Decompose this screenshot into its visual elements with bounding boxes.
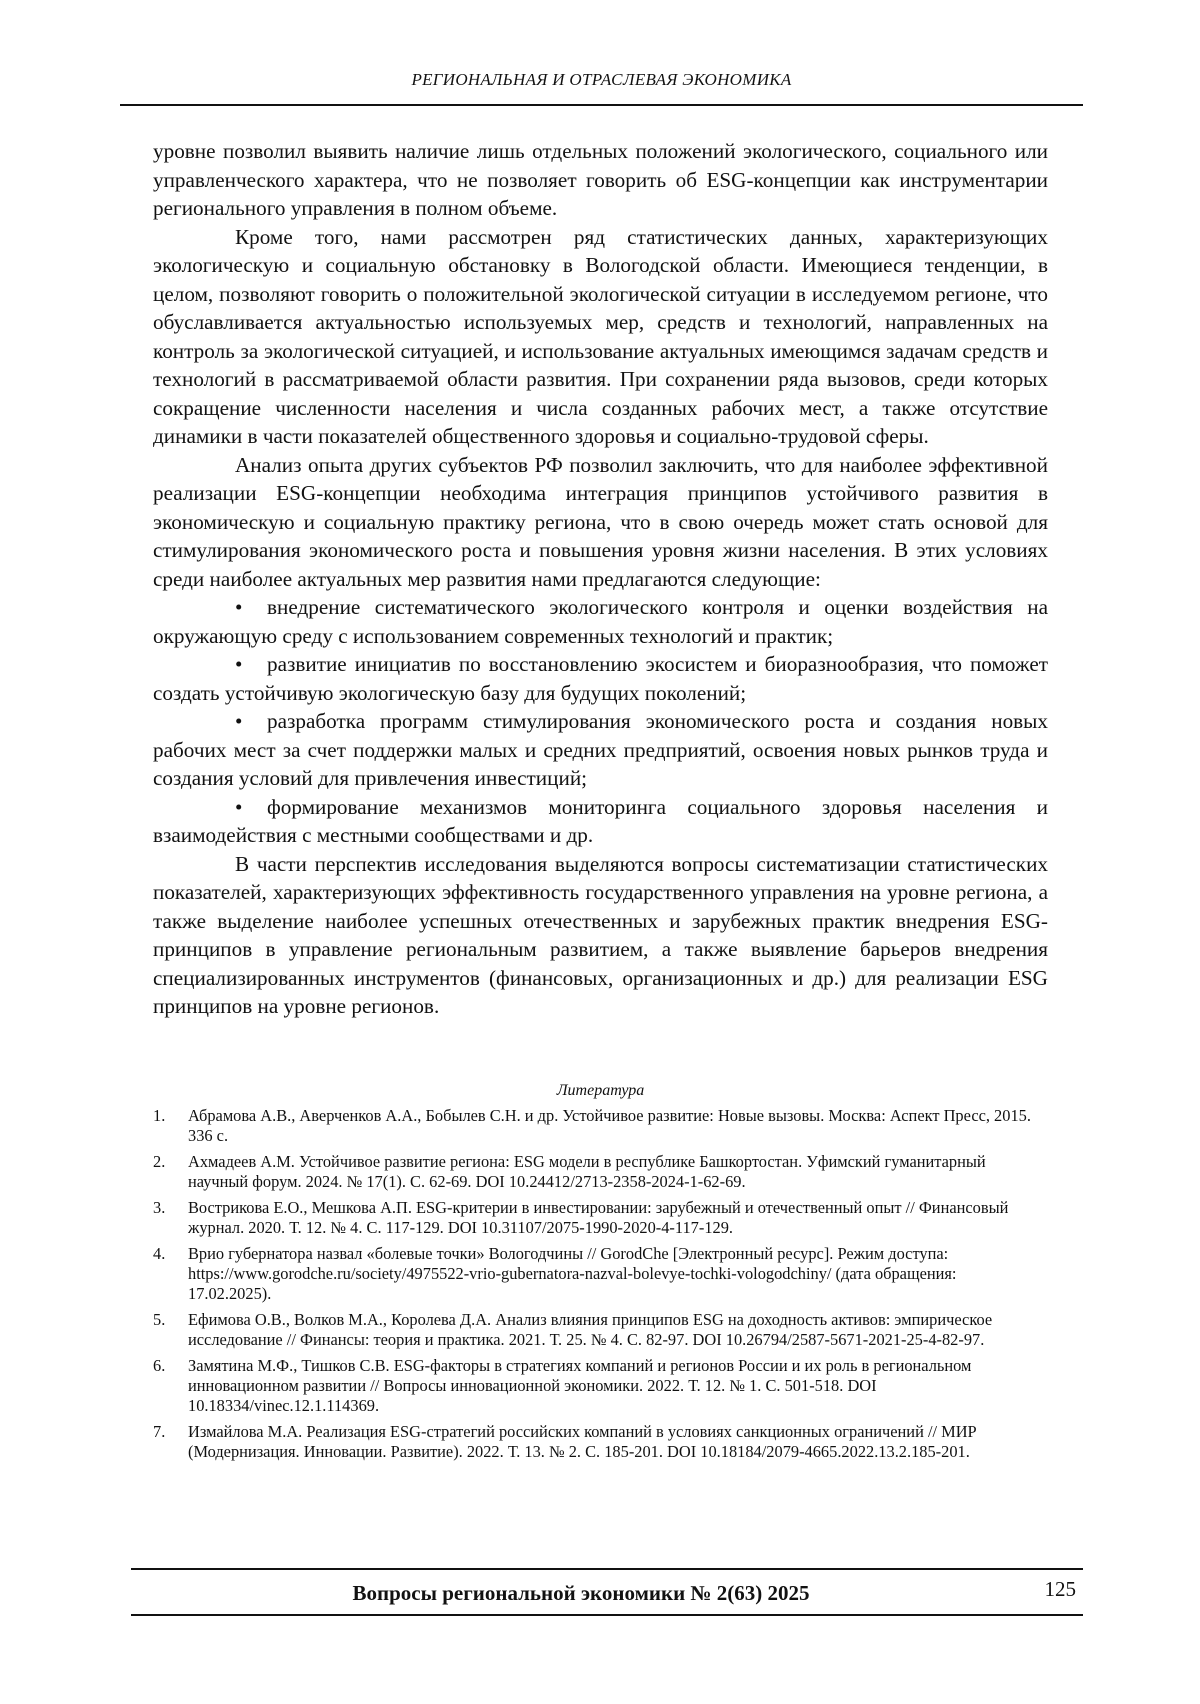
reference-item xyxy=(153,1198,1038,1238)
reference-text: Вострикова Е.О., Мешкова А.П. ESG-критерии в инвестировании: зарубежный и отечественный опыт // Финансовый журнал. 2020. Т. 12. № 4. С. 117-129. DOI 10.31107/2075-1990-2020-4-117-129. xyxy=(188,1198,1009,1237)
reference-item xyxy=(153,1422,1038,1462)
reference-text: Ефимова О.В., Волков М.А., Королева Д.А. Анализ влияния принципов ESG на доходность активов: эмпирическое исследование // Финансы: теория и практика. 2021. Т. 25. № 4. С. 82-97. DOI 10.26794/2587-5671-2021-25-4-82-97. xyxy=(188,1310,993,1349)
bullet-item xyxy=(153,650,1048,707)
reference-number: 5. xyxy=(153,1310,166,1329)
paragraph: Кроме того, нами рассмотрен ряд статистических данных, характеризующих экологическую и социальную обстановку в Вологодской области. Имеющиеся тенденции, в целом, позволяют говорить о положительной экологической ситуации в исследуемом регионе, что обуславливается актуальностью используемых мер, средств и технологий, направленных на контроль за экологической ситуацией, и использование актуальных имеющимся задачам средств и технологий в рассматриваемой области развития. При сохранении ряда вызовов, среди которых сокращение численности населения и числа созданных рабочих мест, а также отсутствие динамики в части показателей общественного здоровья и социально-трудовой сферы. xyxy=(153,224,1048,448)
reference-number: 7. xyxy=(153,1422,166,1441)
reference-text: Замятина М.Ф., Тишков С.В. ESG-факторы в стратегиях компаний и регионов России и их роль в региональном инновационном развитии // Вопросы инновационной экономики. 2022. Т. 12. № 1. С. 501-518. DOI 10.18334/vinec.12.1.114369. xyxy=(188,1356,972,1415)
reference-item xyxy=(153,1244,1038,1304)
reference-number: 3. xyxy=(153,1198,166,1217)
reference-item xyxy=(153,1356,1038,1416)
references-title: Литература xyxy=(556,1082,645,1099)
reference-item xyxy=(153,1152,1038,1192)
bullet-item xyxy=(153,707,1048,793)
footer-rule-top xyxy=(131,1568,1083,1570)
article-body xyxy=(153,137,1048,1021)
bullet-text: разработка программ стимулирования экономического роста и создания новых рабочих мест за счет поддержки малых и средних предприятий, освоения новых рынков труда и создания условий для привлечения инвестиций; xyxy=(153,709,1048,790)
bullet-text: внедрение систематического экологического контроля и оценки воздействия на окружающую среду с использованием современных технологий и практик; xyxy=(153,595,1048,648)
reference-number: 4. xyxy=(153,1244,166,1263)
reference-text: Врио губернатора назвал «болевые точки» Вологодчины // GorodChe [Электронный ресурс]. Режим доступа: https://www.gorodche.ru/society/4975522-vrio-gubernatora-nazval-bolevye-tochki-vologodchiny/ (дата обращения: 17.02.2025). xyxy=(188,1244,957,1303)
bullet-icon: • xyxy=(235,595,243,619)
reference-text: Измайлова М.А. Реализация ESG-стратегий российских компаний в условиях санкционных ограничений // МИР (Модернизация. Инновации. Развитие). 2022. Т. 13. № 2. С. 185-201. DOI 10.18184/2079-4665.2022.13.2.185-201. xyxy=(188,1422,977,1461)
references-list xyxy=(153,1106,1038,1468)
bullet-icon: • xyxy=(235,794,243,819)
reference-item xyxy=(153,1106,1038,1146)
reference-text: Абрамова А.В., Аверченков А.А., Бобылев С.Н. и др. Устойчивое развитие: Новые вызовы. Москва: Аспект Пресс, 2015. 336 с. xyxy=(188,1106,1031,1145)
header-rule xyxy=(120,104,1083,106)
paragraph: В части перспектив исследования выделяются вопросы систематизации статистических показателей, характеризующих эффективность государственного управления на уровне региона, а также выделение наиболее успешных отечественных и зарубежных практик внедрения ESG-принципов в управление региональным развитием, а также выявление барьеров внедрения специализированных инструментов (финансовых, организационных и др.) для реализации ESG принципов на уровне регионов. xyxy=(153,851,1048,1018)
page-number: 125 xyxy=(1044,1577,1076,1601)
reference-item xyxy=(153,1310,1038,1350)
paragraph: Анализ опыта других субъектов РФ позволил заключить, что для наиболее эффективной реализации ESG-концепции необходима интеграция принципов устойчивого развития в экономическую и социальную практику региона, что в свою очередь может стать основой для стимулирования экономического роста и повышения уровня жизни населения. В этих условиях среди наиболее актуальных мер развития нами предлагаются следующие: xyxy=(153,452,1048,591)
bullet-item xyxy=(153,593,1048,650)
bullet-item xyxy=(153,793,1048,850)
reference-number: 6. xyxy=(153,1356,166,1375)
reference-number: 2. xyxy=(153,1152,166,1171)
footer-journal-title: Вопросы региональной экономики № 2(63) 2025 xyxy=(352,1581,810,1605)
running-header: РЕГИОНАЛЬНАЯ И ОТРАСЛЕВАЯ ЭКОНОМИКА xyxy=(411,70,792,89)
footer-rule-bottom xyxy=(131,1614,1083,1616)
reference-text: Ахмадеев А.М. Устойчивое развитие региона: ESG модели в республике Башкортостан. Уфимский гуманитарный научный форум. 2024. № 17(1). С. 62-69. DOI 10.24412/2713-2358-2024-1-62-69. xyxy=(188,1152,986,1191)
bullet-icon: • xyxy=(235,709,243,733)
bullet-text: формирование механизмов мониторинга социального здоровья населения и взаимодействия с местными сообществами и др. xyxy=(153,794,1048,847)
bullet-text: развитие инициатив по восстановлению экосистем и биоразнообразия, что поможет создать устойчивую экологическую базу для будущих поколений; xyxy=(153,652,1048,705)
paragraph: уровне позволил выявить наличие лишь отдельных положений экологического, социального или управленческого характера, что не позволяет говорить об ESG-концепции как инструментарии регионального управления в полном объеме. xyxy=(153,139,1048,220)
reference-number: 1. xyxy=(153,1106,166,1125)
bullet-icon: • xyxy=(235,652,243,676)
